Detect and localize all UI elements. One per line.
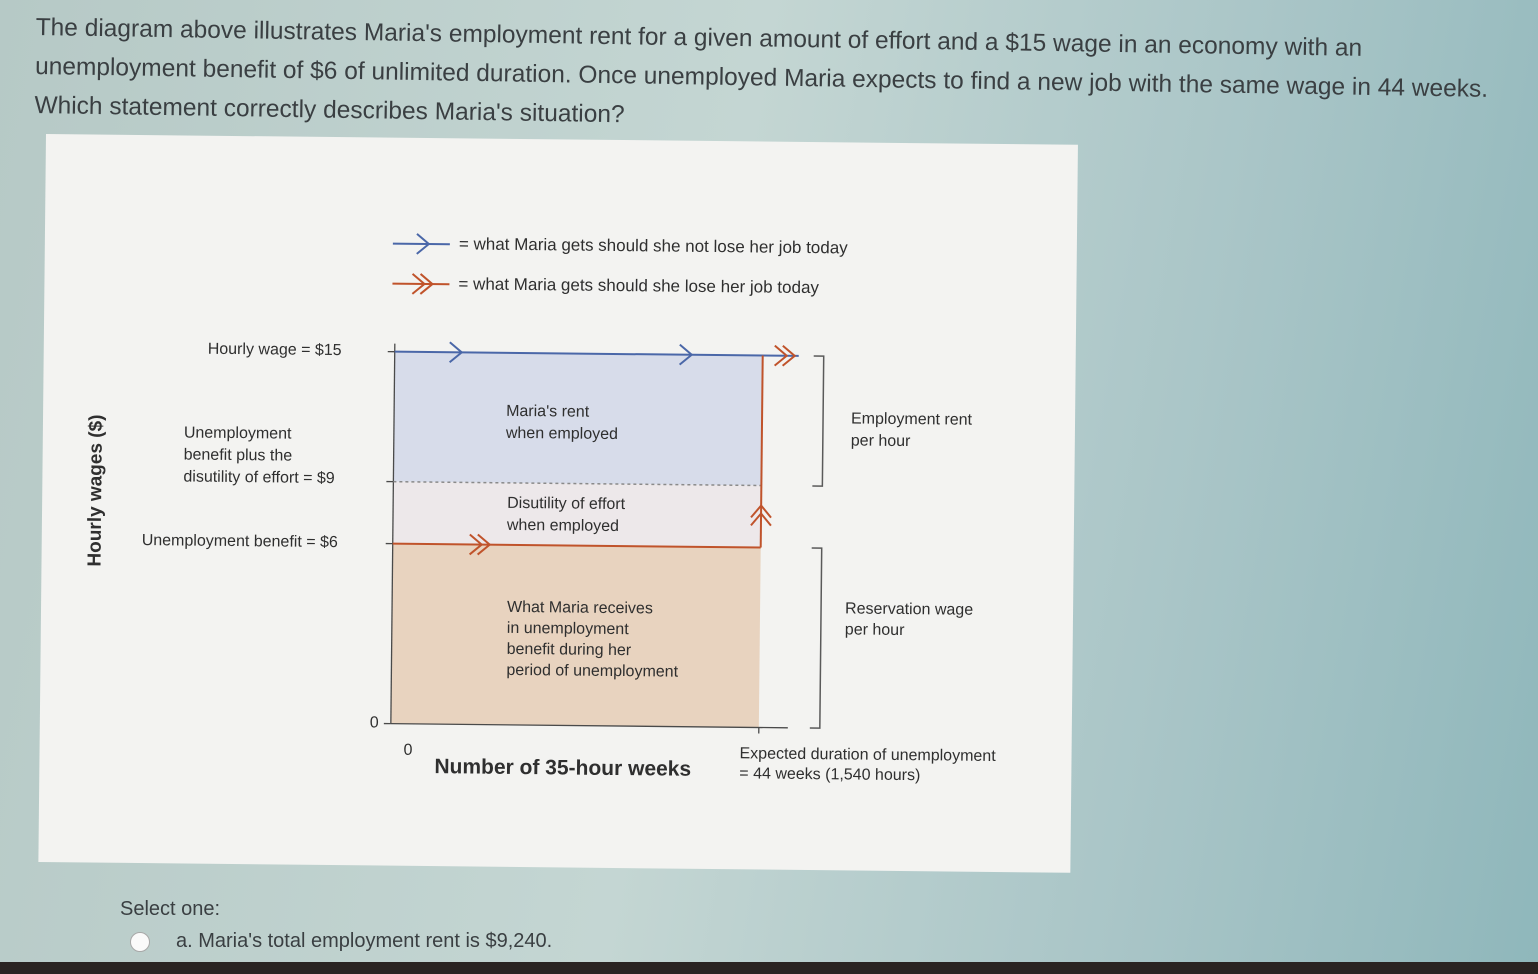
receives-region-label-3: benefit during her [506, 640, 632, 660]
receives-region-label-1: What Maria receives [506, 598, 653, 618]
answer-option-a[interactable] [130, 930, 552, 953]
disutility-region-label-2: when employed [506, 516, 620, 536]
radio-button-a[interactable] [130, 932, 150, 952]
duration-label-2: = 44 weeks (1,540 hours) [739, 765, 921, 785]
x-axis-title: Number of 35-hour weeks [434, 755, 692, 781]
screen-bezel [0, 962, 1538, 974]
y-zero-label: 0 [369, 714, 379, 732]
receives-region-label-4: period of unemployment [506, 661, 679, 681]
y-axis-title: Hourly wages ($) [84, 414, 108, 567]
answer-option-a-label: a. Maria's total employment rent is $9,240. [176, 930, 553, 952]
receives-region-label-2: in unemployment [506, 619, 629, 639]
employment-rent-label-2: per hour [850, 432, 911, 451]
employment-rent-diagram [38, 134, 1078, 873]
rent-region-label-1: Maria's rent [506, 402, 590, 421]
reservation-wage-label-1: Reservation wage [844, 600, 974, 619]
x-zero-label: 0 [403, 741, 413, 759]
legend-double-text: = what Maria gets should she lose her job today [458, 274, 820, 298]
benefit-level-label: Unemployment benefit = $6 [141, 532, 338, 552]
employment-rent-bracket [812, 356, 823, 486]
employment-rent-label-1: Employment rent [850, 410, 973, 429]
benefit-disutility-label-3: disutility of effort = $9 [183, 468, 335, 488]
reservation-wage-bracket [810, 548, 822, 728]
disutility-region-label-1: Disutility of effort [507, 494, 626, 514]
benefit-disutility-label-2: benefit plus the [183, 446, 293, 465]
question-text: The diagram above illustrates Maria's employment rent for a given amount of effort and a $15 wage in an economy with an unemployment benefit of $6 of unlimited duration. Once unemployed Maria expects to find a new job with the same wage in 44 weeks. Which statement correctly describes Maria's situation? [34, 13, 1489, 129]
select-one-prompt: Select one: [120, 898, 221, 920]
legend-single-text: = what Maria gets should she not lose her job today [458, 234, 848, 258]
wage-level-label: Hourly wage = $15 [207, 340, 342, 360]
rent-region-label-2: when employed [505, 424, 619, 444]
benefit-disutility-label-1: Unemployment [183, 424, 292, 443]
duration-label-1: Expected duration of unemployment [739, 745, 996, 765]
reservation-wage-label-2: per hour [844, 621, 905, 640]
